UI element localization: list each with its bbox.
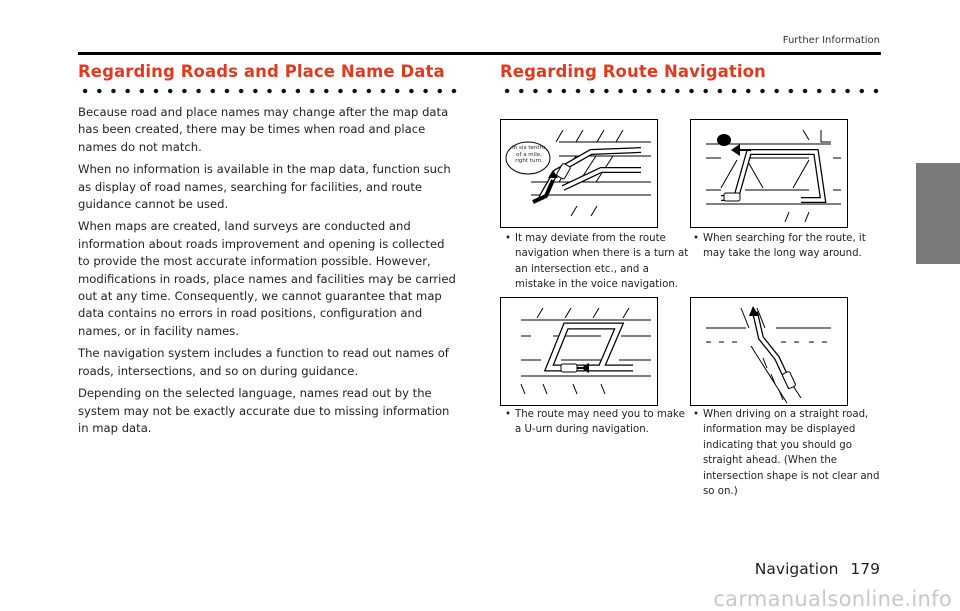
figure-straight-road <box>690 297 848 406</box>
chapter-side-tab <box>916 163 960 264</box>
paragraph: The navigation system includes a function to read out names of roads, intersections, and so on during guidance. <box>78 346 449 378</box>
caption: • The route may need you to make a U-urn during navigation. <box>505 407 692 438</box>
left-heading: Regarding Roads and Place Name Data <box>78 62 445 81</box>
page-number: 179 <box>850 560 880 578</box>
watermark: carmanualsonline.info <box>713 587 952 611</box>
left-heading-dots <box>78 88 462 94</box>
left-body <box>78 104 458 442</box>
caption: • It may deviate from the route navigation when there is a turn at an intersection etc., and a mistake in the voice navigation. <box>505 231 692 293</box>
section-label: Further Information <box>782 35 880 46</box>
caption: • When driving on a straight road, information may be displayed indicating that you should go straight ahead. (When the intersection shape is not clear and so on.) <box>693 407 883 499</box>
right-heading: Regarding Route Navigation <box>500 62 766 81</box>
paragraph: When no information is available in the map data, function such as display of road names, searching for facilities, and route guidance cannot be used. <box>78 162 451 212</box>
caption: • When searching for the route, it may take the long way around. <box>693 231 883 262</box>
map-illustration <box>691 120 846 226</box>
map-illustration <box>501 298 656 404</box>
paragraph: When maps are created, land surveys are conducted and information about roads improvement and opening is collected to provide the most accurate information possible. However, modifications in roads, place names and facilities may be carried out at any time. Consequently, we cannot guarantee that map data contains no errors in road positions, configuration and names, or in facility names. <box>78 219 456 338</box>
paragraph: Because road and place names may change after the map data has been created, there may be times when road and place names do not match. <box>78 105 449 154</box>
map-illustration <box>691 298 846 404</box>
paragraph: Depending on the selected language, names read out by the system may not be exactly accurate due to missing information in map data. <box>78 386 450 435</box>
figure-long-route <box>690 119 848 228</box>
right-heading-dots <box>500 88 880 94</box>
figure-u-turn <box>500 297 658 406</box>
page-footer <box>755 560 880 578</box>
top-rule <box>78 52 881 55</box>
voice-callout: In six tenths of a mile, right turn. <box>512 145 546 164</box>
map-illustration <box>501 120 656 226</box>
figure-route-deviation <box>500 119 658 228</box>
chapter-name: Navigation <box>754 560 839 578</box>
